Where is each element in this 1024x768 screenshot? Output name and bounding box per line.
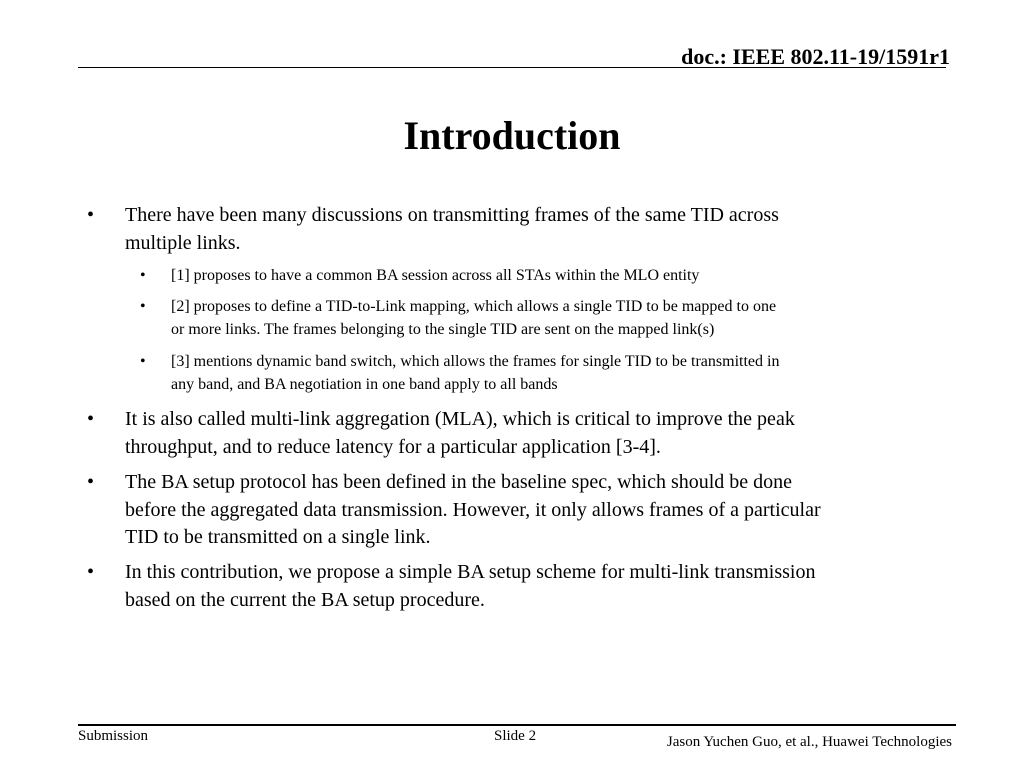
bullet-icon: • bbox=[87, 204, 95, 226]
footer-slide-number: Slide 2 bbox=[494, 728, 537, 744]
bullet-icon: • bbox=[87, 561, 95, 583]
bullet-text: before the aggregated data transmission. However, it only allows frames of a particular bbox=[125, 498, 821, 521]
bullet-text: any band, and BA negotiation in one band apply to all bands bbox=[171, 376, 558, 393]
header-divider bbox=[78, 67, 946, 68]
bullet-text: [3] mentions dynamic band switch, which allows the frames for single TID to be transmitted in bbox=[171, 353, 780, 370]
bullet-text: The BA setup protocol has been defined in the baseline spec, which should be done bbox=[125, 471, 793, 493]
bullet-text: [2] proposes to define a TID-to-Link mapping, which allows a single TID to be mapped to one bbox=[171, 298, 777, 315]
bullet-item bbox=[87, 406, 795, 461]
bullet-text: It is also called multi-link aggregation (MLA), which is critical to improve the peak bbox=[125, 408, 795, 430]
bullet-text: based on the current the BA setup procedure. bbox=[125, 588, 485, 611]
bullet-icon: • bbox=[140, 267, 146, 284]
bullet-text: TID to be transmitted on a single link. bbox=[125, 526, 431, 548]
bullet-text: or more links. The frames belonging to the single TID are sent on the mapped link(s) bbox=[171, 321, 715, 338]
sub-bullet-item bbox=[140, 264, 700, 287]
bullet-item bbox=[87, 202, 779, 257]
bullet-icon: • bbox=[140, 353, 146, 370]
bullet-text: multiple links. bbox=[125, 231, 241, 254]
bullet-icon: • bbox=[87, 471, 95, 493]
sub-bullet-item bbox=[140, 350, 780, 396]
bullet-item bbox=[87, 559, 816, 614]
sub-bullet-item bbox=[140, 295, 777, 341]
slide-title: Introduction bbox=[403, 113, 621, 158]
footer-submission: Submission bbox=[78, 728, 149, 744]
bullet-text: throughput, and to reduce latency for a particular application [3-4]. bbox=[125, 435, 661, 458]
footer-author: Jason Yuchen Guo, et al., Huawei Technologies bbox=[666, 734, 952, 750]
bullet-item bbox=[87, 469, 821, 552]
bullet-text: In this contribution, we propose a simple BA setup scheme for multi-link transmission bbox=[125, 561, 816, 583]
bullet-text: [1] proposes to have a common BA session across all STAs within the MLO entity bbox=[171, 267, 700, 284]
bullet-icon: • bbox=[87, 408, 95, 430]
bullet-text: There have been many discussions on transmitting frames of the same TID across bbox=[125, 204, 779, 226]
footer-divider bbox=[78, 724, 956, 726]
bullet-icon: • bbox=[140, 298, 146, 315]
document-id: doc.: IEEE 802.11-19/1591r1 bbox=[681, 44, 950, 69]
